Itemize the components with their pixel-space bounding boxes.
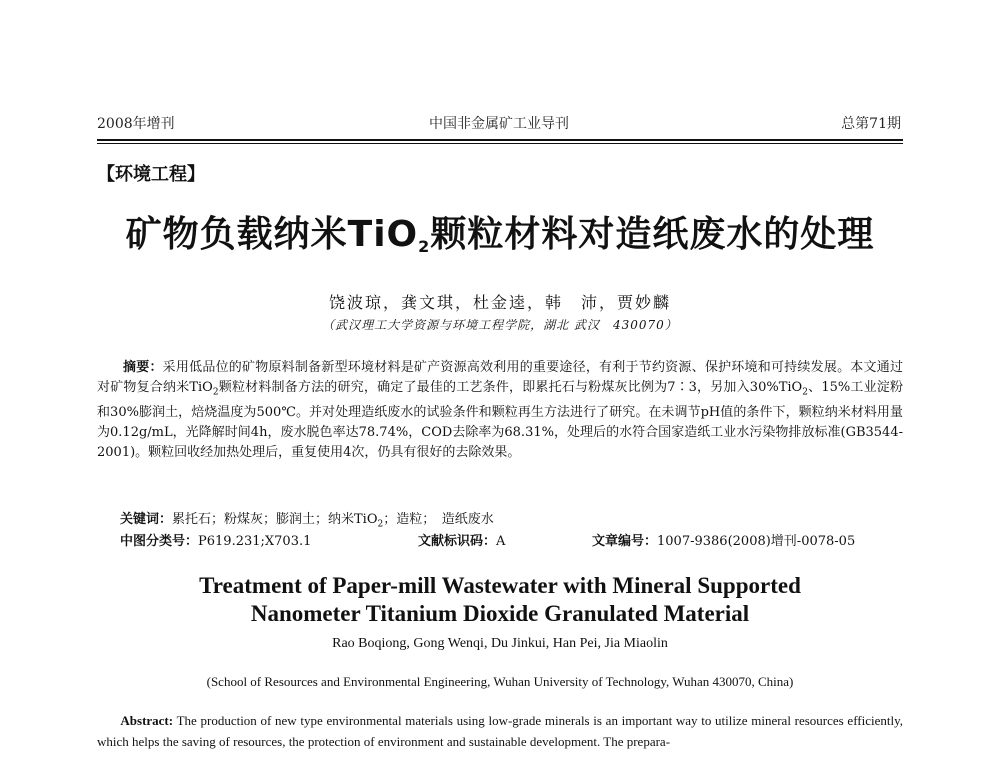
cn-title-subscript: 2 [418, 237, 431, 256]
english-abstract [97, 710, 903, 752]
cn-title-tail: 颗粒材料对造纸废水的处理 [430, 214, 875, 255]
header-rule-thin [97, 143, 903, 144]
chinese-abstract [97, 358, 903, 463]
classification-line [120, 530, 900, 548]
keywords-part1: 累托石；粉煤灰；膨润土；纳米TiO [172, 512, 378, 527]
chinese-affiliation: （武汉理工大学资源与环境工程学院，湖北 武汉 430070） [322, 318, 678, 332]
en-title-line2: Nanometer Titanium Dioxide Granulated Material [250, 601, 750, 626]
chinese-authors: 饶波琼，龚文琪，杜金逵，韩 沛，贾妙麟 [328, 293, 671, 312]
header-rule [97, 139, 903, 141]
cn-abstract-part3: 、15%工业淀粉和30%膨润土，焙烧温度为500℃。并对处理造纸废水的试验条件和颗粒再生方法进行了研究。在未调节pH值的条件下，颗粒纳米材料用量为0.12g/mL，光降解时间4h，废水脱色率达78.74%，COD去除率为68.31%，处理后的水符合国家造纸工业水污染物排放标准(GB3544-2001)。颗粒回收经加热处理后，重复使用4次，仍具有很好的去除效果。 [97, 380, 903, 460]
en-abstract-label: Abstract: [120, 713, 174, 728]
clc-label: 中图分类号： [120, 534, 199, 549]
article-number [592, 530, 855, 549]
cn-title-main: 矿物负载纳米TiO [125, 214, 419, 255]
clc-number [120, 530, 311, 549]
running-header [97, 113, 901, 135]
english-authors: Rao Boqiong, Gong Wenqi, Du Jinkui, Han Pei, Jia Miaolin [332, 636, 668, 651]
article-number-label: 文章编号： [592, 534, 658, 549]
header-number: 总第71期 [841, 116, 901, 132]
cn-abstract-part1: 采用低品位的矿物原料制备新型环境材料是矿产资源高效利用的重要途径，有利于节约资源、保护环境和可持续发展。本文通过对矿物复合纳米TiO [97, 360, 903, 395]
header-issue: 2008年增刊 [97, 116, 175, 132]
en-abstract-text: The production of new type environmental materials using low-grade minerals is an important way to utilize mineral resources efficiently, which helps the saving of resources, the protection of environment and sustainable development. The prepara- [97, 713, 904, 749]
english-title [0, 572, 1000, 628]
chinese-title [0, 206, 1000, 257]
header-journal: 中国非金属矿工业导刊 [429, 116, 569, 132]
article-number-value: 1007-9386(2008)增刊-0078-05 [657, 534, 856, 549]
doc-code-value: A [496, 534, 506, 549]
english-affiliation: (School of Resources and Environmental Engineering, Wuhan University of Technology, Wuhan 430070, China) [206, 674, 794, 689]
cn-abstract-part2: 颗粒材料制备方法的研究，确定了最佳的工艺条件，即累托石与粉煤灰比例为7∶3，另加入30%TiO [218, 380, 803, 395]
cn-abstract-sub2: 2 [802, 387, 808, 398]
keywords-label: 关键词： [120, 512, 173, 527]
en-title-line1: Treatment of Paper-mill Wastewater with Mineral Supported [199, 573, 801, 598]
cn-abstract-label: 摘要： [123, 360, 163, 375]
cn-abstract-sub1: 2 [212, 387, 219, 398]
keywords-sub: 2 [377, 519, 384, 530]
document-code [418, 530, 505, 549]
clc-value: P619.231;X703.1 [198, 534, 312, 549]
keywords [120, 508, 900, 530]
doc-code-label: 文献标识码： [418, 534, 497, 549]
section-tag: 【环境工程】 [97, 164, 205, 185]
keywords-part2: ；造粒； 造纸废水 [383, 512, 494, 527]
